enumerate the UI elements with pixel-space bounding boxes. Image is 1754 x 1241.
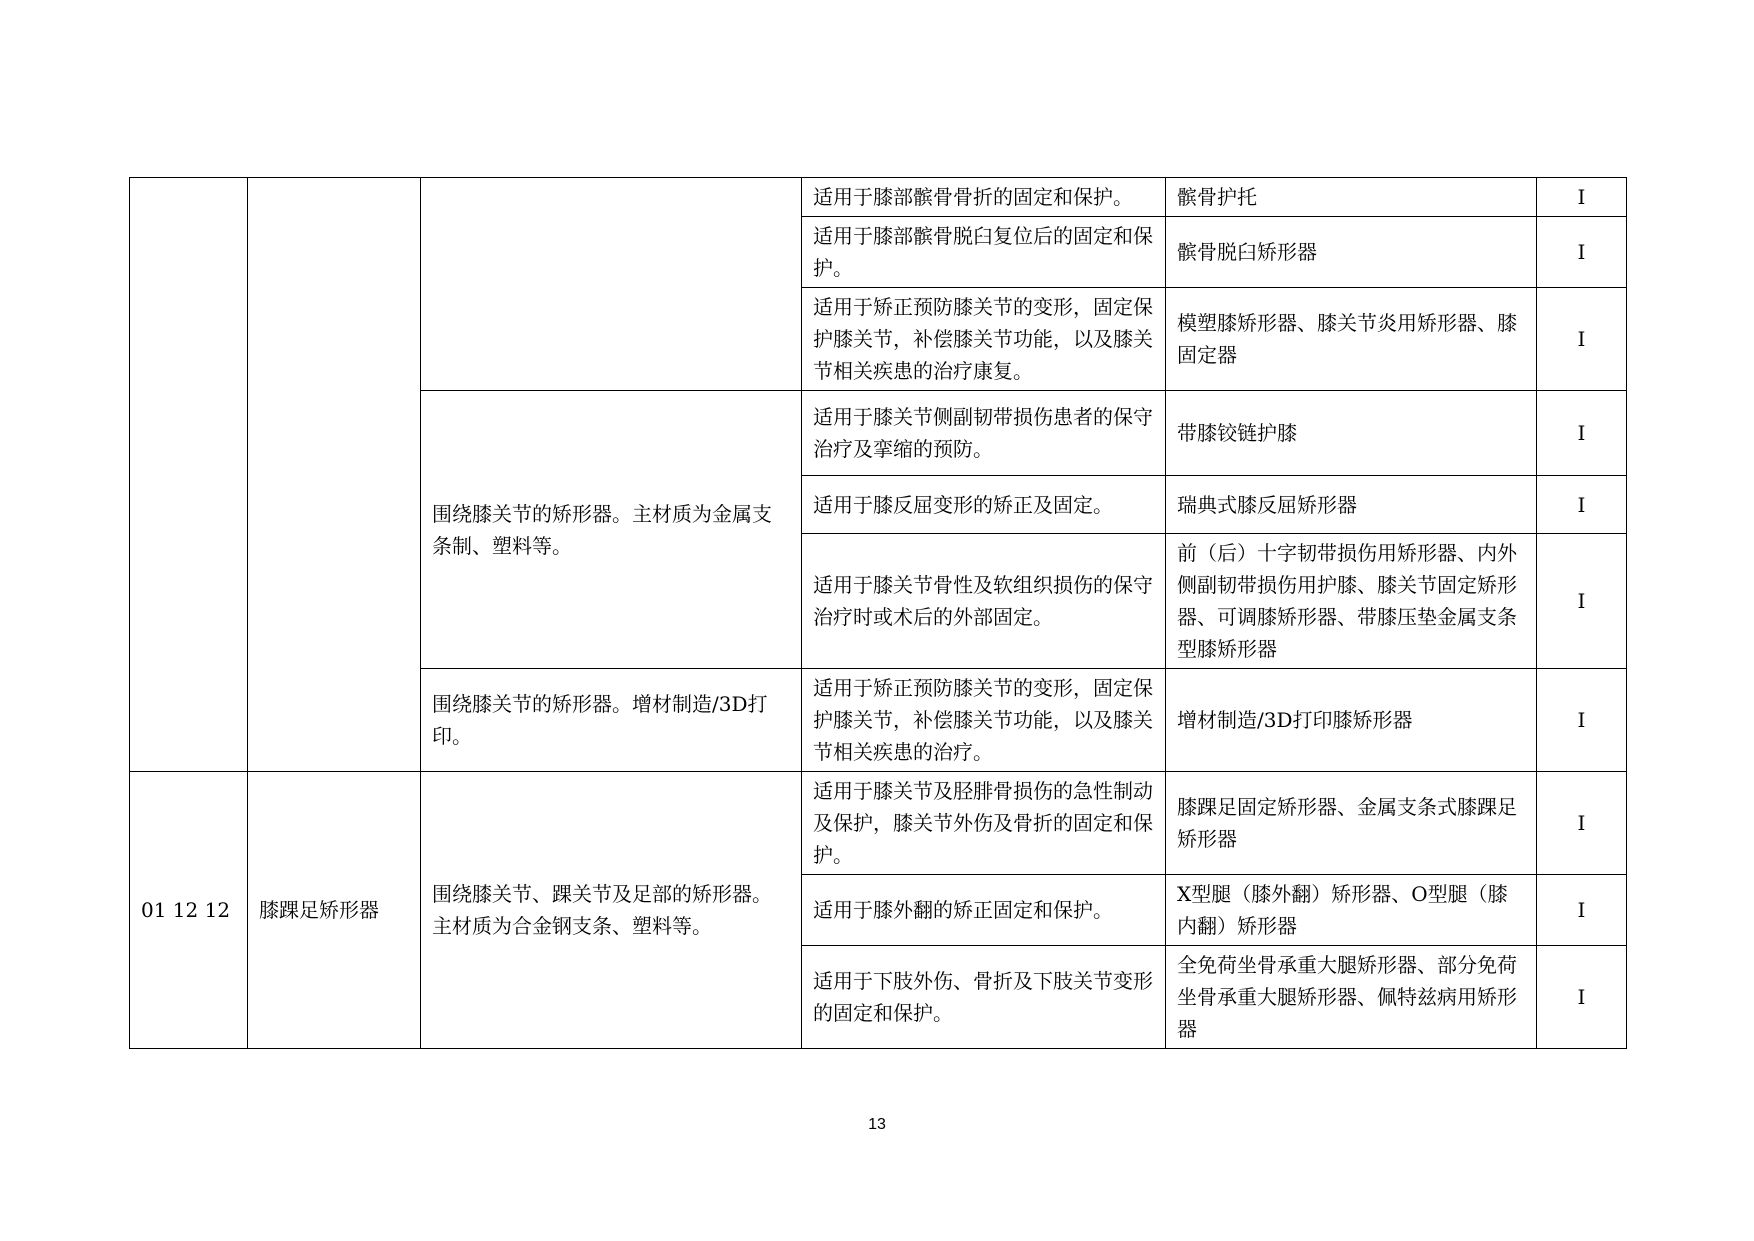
intended-use-cell: 适用于膝部髌骨脱臼复位后的固定和保护。 xyxy=(802,217,1166,288)
management-class-cell: I xyxy=(1537,875,1627,946)
product-examples-cell: 模塑膝矫形器、膝关节炎用矫形器、膝固定器 xyxy=(1166,288,1537,391)
management-class-cell: I xyxy=(1537,391,1627,476)
product-examples-cell: 瑞典式膝反屈矫形器 xyxy=(1166,476,1537,534)
management-class-cell: I xyxy=(1537,669,1627,772)
product-description-cell xyxy=(421,178,802,391)
intended-use-cell: 适用于膝关节及胫腓骨损伤的急性制动及保护，膝关节外伤及骨折的固定和保护。 xyxy=(802,772,1166,875)
intended-use-cell: 适用于膝反屈变形的矫正及固定。 xyxy=(802,476,1166,534)
intended-use-cell: 适用于矫正预防膝关节的变形，固定保护膝关节，补偿膝关节功能，以及膝关节相关疾患的治疗。 xyxy=(802,669,1166,772)
product-examples-cell: X型腿（膝外翻）矫形器、O型腿（膝内翻）矫形器 xyxy=(1166,875,1537,946)
management-class-cell: I xyxy=(1537,476,1627,534)
intended-use-cell: 适用于矫正预防膝关节的变形，固定保护膝关节，补偿膝关节功能，以及膝关节相关疾患的治疗康复。 xyxy=(802,288,1166,391)
intended-use-cell: 适用于膝外翻的矫正固定和保护。 xyxy=(802,875,1166,946)
product-examples-cell: 带膝铰链护膝 xyxy=(1166,391,1537,476)
product-name-cell xyxy=(248,178,421,772)
intended-use-cell: 适用于膝关节侧副韧带损伤患者的保守治疗及挛缩的预防。 xyxy=(802,391,1166,476)
page-number: 13 xyxy=(868,1116,886,1133)
code-cell: 01 12 12 xyxy=(130,772,248,1049)
device-classification-table xyxy=(129,177,1627,1049)
management-class-cell: I xyxy=(1537,288,1627,391)
product-examples-cell: 前（后）十字韧带损伤用矫形器、内外侧副韧带损伤用护膝、膝关节固定矫形器、可调膝矫形器、带膝压垫金属支条型膝矫形器 xyxy=(1166,534,1537,669)
table-row xyxy=(130,772,1627,875)
product-examples-cell: 全免荷坐骨承重大腿矫形器、部分免荷坐骨承重大腿矫形器、佩特兹病用矫形器 xyxy=(1166,946,1537,1049)
intended-use-cell: 适用于膝部髌骨骨折的固定和保护。 xyxy=(802,178,1166,217)
intended-use-cell: 适用于膝关节骨性及软组织损伤的保守治疗时或术后的外部固定。 xyxy=(802,534,1166,669)
product-description-cell: 围绕膝关节的矫形器。增材制造/3D打印。 xyxy=(421,669,802,772)
product-examples-cell: 增材制造/3D打印膝矫形器 xyxy=(1166,669,1537,772)
management-class-cell: I xyxy=(1537,772,1627,875)
product-examples-cell: 髌骨脱臼矫形器 xyxy=(1166,217,1537,288)
code-cell xyxy=(130,178,248,772)
product-description-cell: 围绕膝关节、踝关节及足部的矫形器。主材质为合金钢支条、塑料等。 xyxy=(421,772,802,1049)
table-row xyxy=(130,178,1627,217)
product-examples-cell: 髌骨护托 xyxy=(1166,178,1537,217)
product-name-cell: 膝踝足矫形器 xyxy=(248,772,421,1049)
management-class-cell: I xyxy=(1537,178,1627,217)
management-class-cell: I xyxy=(1537,217,1627,288)
product-description-cell: 围绕膝关节的矫形器。主材质为金属支条制、塑料等。 xyxy=(421,391,802,669)
management-class-cell: I xyxy=(1537,946,1627,1049)
product-examples-cell: 膝踝足固定矫形器、金属支条式膝踝足矫形器 xyxy=(1166,772,1537,875)
intended-use-cell: 适用于下肢外伤、骨折及下肢关节变形的固定和保护。 xyxy=(802,946,1166,1049)
management-class-cell: I xyxy=(1537,534,1627,669)
